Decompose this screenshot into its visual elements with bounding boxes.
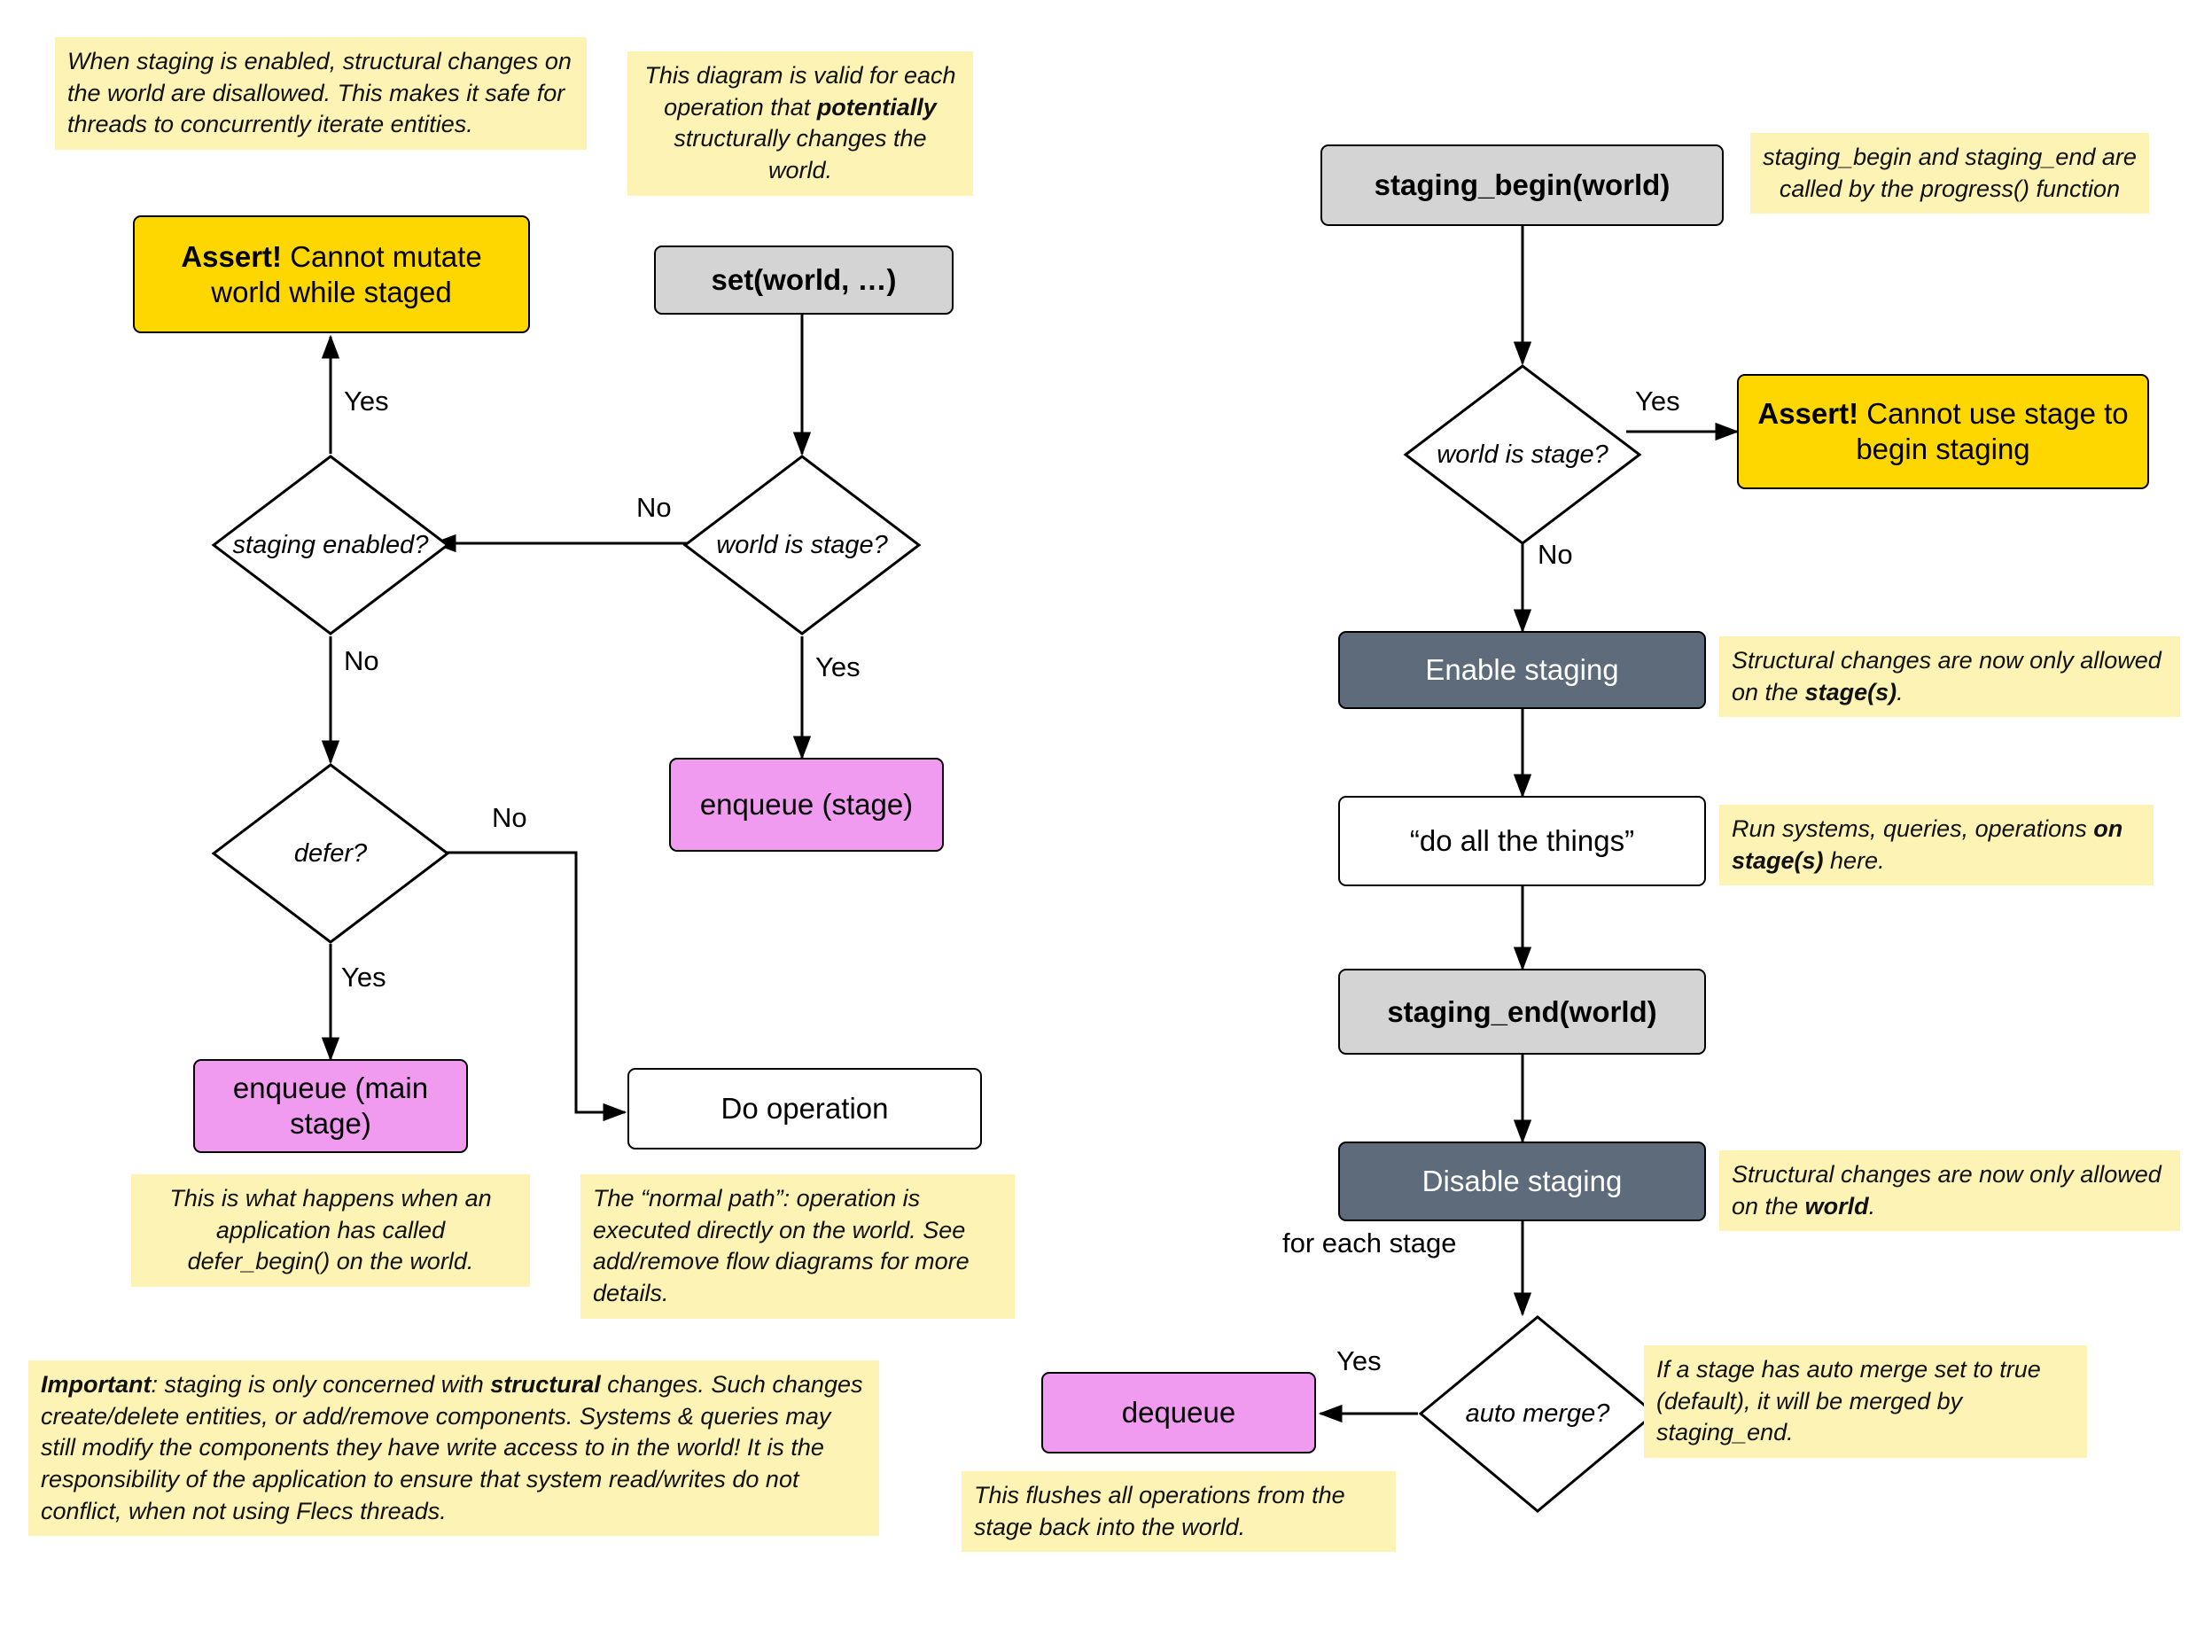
dequeue-label: dequeue — [1121, 1396, 1236, 1430]
note-do-all-things-text-2: here. — [1823, 846, 1885, 874]
note-defer-begin — [131, 1174, 530, 1287]
edge-label-yes-auto-merge: Yes — [1336, 1345, 1382, 1376]
note-dequeue — [962, 1471, 1396, 1552]
note-diagram-valid-text-1: This diagram is valid for each operation that — [644, 62, 956, 121]
note-enable-staging — [1719, 636, 2180, 717]
enqueue-stage-label: enqueue (stage) — [699, 788, 914, 822]
note-diagram-valid — [627, 51, 973, 196]
edge-label-yes-defer: Yes — [341, 962, 386, 993]
node-enable-staging — [1338, 631, 1706, 709]
node-staging-end — [1338, 969, 1706, 1055]
note-defer-begin-text: This is what happens when an application has called defer_begin() on the world. — [169, 1185, 492, 1275]
note-auto-merge — [1644, 1345, 2087, 1458]
edge-label-no-world-is-stage: No — [636, 492, 672, 523]
edge-label-yes-assert: Yes — [344, 386, 389, 417]
node-world-is-stage-left — [682, 454, 922, 636]
note-staging-enabled — [55, 37, 587, 150]
note-diagram-valid-bold: potentially — [816, 93, 937, 121]
note-important-rest2: changes. Such changes create/delete entities, or add/remove components. Systems & queries may still modify the components they have write access to in the world! It is the responsibility of the application to ensure that system read/writes do not conflict, when not using Flecs threads. — [41, 1371, 863, 1524]
enable-staging-label: Enable staging — [1425, 653, 1619, 687]
assert-mutate-bold: Assert! — [181, 239, 283, 273]
note-dequeue-text: This flushes all operations from the stage back into the world. — [974, 1482, 1345, 1540]
node-auto-merge — [1418, 1314, 1657, 1514]
node-staging-begin — [1320, 144, 1724, 226]
staging-enabled-label: staging enabled? — [232, 530, 429, 559]
note-do-all-the-things — [1719, 805, 2154, 885]
node-staging-enabled — [211, 454, 450, 636]
node-disable-staging — [1338, 1142, 1706, 1221]
staging-begin-label: staging_begin(world) — [1374, 168, 1671, 202]
node-do-operation — [627, 1068, 982, 1149]
disable-staging-label: Disable staging — [1421, 1165, 1623, 1198]
note-important-rest: : staging is only concerned with — [151, 1371, 491, 1398]
defer-label: defer? — [293, 838, 368, 868]
note-disable-staging-text-2: . — [1868, 1192, 1876, 1220]
enqueue-main-stage-label: enqueue (main stage) — [232, 1071, 429, 1140]
assert-mutate-rest: Cannot mutate world while staged — [211, 239, 482, 308]
node-world-is-stage-right — [1403, 363, 1642, 546]
note-normal-path — [580, 1174, 1015, 1319]
note-disable-staging — [1719, 1150, 2180, 1231]
note-staging-begin-text: staging_begin and staging_end are called by the progress() function — [1763, 144, 2137, 202]
world-is-stage-right-label: world is stage? — [1437, 440, 1608, 469]
assert-stage-rest: Cannot use stage to begin staging — [1856, 397, 2129, 465]
node-enqueue-main-stage — [193, 1059, 468, 1153]
note-diagram-valid-text-2: structurally changes the world. — [674, 125, 927, 183]
edge-label-no-staging-enabled: No — [344, 645, 379, 676]
note-do-all-things-text-1: Run systems, queries, operations — [1732, 815, 2094, 842]
note-disable-staging-bold: world — [1804, 1192, 1869, 1220]
auto-merge-label: auto merge? — [1465, 1399, 1610, 1429]
note-staging-enabled-text: When staging is enabled, structural changes on the world are disallowed. This makes it safe for threads to concurrently iterate entities. — [67, 48, 572, 138]
do-all-the-things-label: “do all the things” — [1409, 824, 1635, 858]
edge-label-no-defer: No — [492, 802, 527, 833]
node-set-world — [654, 245, 954, 315]
edge-label-for-each-stage: for each stage — [1282, 1227, 1457, 1258]
set-world-label: set(world, …) — [711, 263, 897, 297]
note-important-bold: Important — [41, 1371, 152, 1398]
staging-end-label: staging_end(world) — [1387, 994, 1657, 1028]
note-important — [28, 1360, 879, 1536]
node-dequeue — [1041, 1372, 1316, 1453]
note-do-all-things-bold: on stage(s) — [1732, 815, 2123, 874]
note-enable-staging-text-1: Structural changes are now only allowed on the — [1732, 647, 2161, 705]
node-assert-cannot-mutate — [133, 215, 530, 333]
node-enqueue-stage — [669, 758, 944, 852]
note-important-bold2: structural — [490, 1371, 601, 1398]
note-staging-begin — [1750, 133, 2149, 214]
note-enable-staging-bold: stage(s) — [1804, 678, 1897, 705]
world-is-stage-left-label: world is stage? — [716, 530, 888, 559]
node-defer — [211, 762, 450, 945]
note-disable-staging-text-1: Structural changes are now only allowed on the — [1732, 1161, 2161, 1220]
node-do-all-the-things — [1338, 796, 1706, 886]
edge-label-yes-world-is-stage-right: Yes — [1635, 386, 1680, 417]
edge-label-no-world-is-stage-right: No — [1538, 539, 1573, 570]
note-enable-staging-text-2: . — [1897, 678, 1904, 705]
edge-label-yes-world-is-stage: Yes — [815, 651, 861, 682]
note-auto-merge-text: If a stage has auto merge set to true (default), it will be merged by staging_end. — [1656, 1356, 2041, 1446]
note-normal-path-text: The “normal path”: operation is executed directly on the world. See add/remove flow diagrams for more details. — [593, 1185, 970, 1306]
assert-stage-bold: Assert! — [1757, 397, 1859, 431]
do-operation-label: Do operation — [720, 1092, 889, 1126]
node-assert-cannot-use-stage — [1737, 374, 2149, 489]
